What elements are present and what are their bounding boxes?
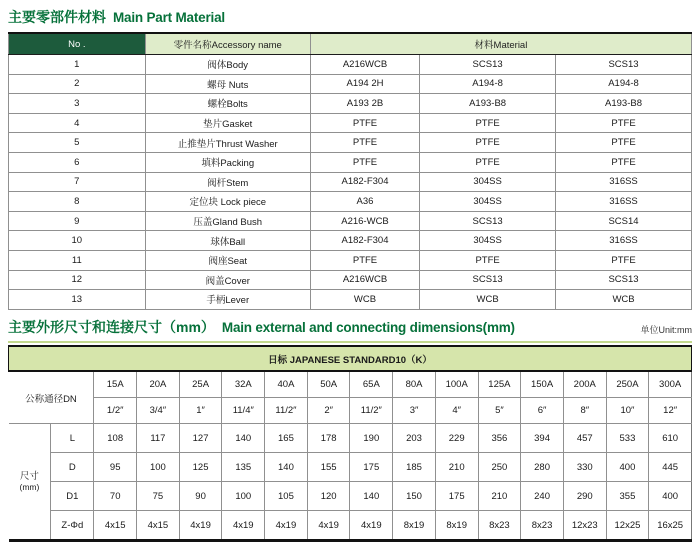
dim-value-cell: 8x23: [521, 511, 564, 541]
part-no-cell: 4: [9, 113, 146, 133]
part-material-cell: SCS13: [556, 270, 692, 290]
part-no-cell: 10: [9, 231, 146, 251]
inch-row: [9, 398, 692, 424]
dim-value-cell: 4x15: [94, 511, 137, 541]
dim-value-cell: 185: [393, 453, 436, 482]
header-material-cell: 材料Material: [310, 33, 691, 55]
header-name-cell: 零件名称Accessory name: [145, 33, 310, 55]
row-label-cell: D: [51, 453, 94, 482]
part-material-cell: PTFE: [420, 113, 556, 133]
part-row: [9, 133, 692, 153]
dim-value-cell: 140: [350, 482, 393, 511]
dim-value-cell: 175: [350, 453, 393, 482]
part-no-cell: 13: [9, 290, 146, 310]
dim-value-cell: 70: [94, 482, 137, 511]
part-row: [9, 74, 692, 94]
part-name-cell: 垫片Gasket: [145, 113, 310, 133]
part-name-cell: 螺栓Bolts: [145, 94, 310, 114]
dim-value-cell: 105: [265, 482, 308, 511]
inch-cell: 4″: [435, 398, 478, 424]
part-name-cell: 阀座Seat: [145, 250, 310, 270]
part-material-cell: SCS13: [420, 211, 556, 231]
dim-value-cell: 12x23: [563, 511, 606, 541]
part-no-cell: 2: [9, 74, 146, 94]
dim-value-cell: 8x19: [393, 511, 436, 541]
inch-cell: 11/4″: [222, 398, 265, 424]
dn-header-cell: 公称通径DN: [9, 371, 94, 424]
part-material-cell: WCB: [420, 290, 556, 310]
size-cell: 125A: [478, 371, 521, 398]
dim-value-cell: 175: [435, 482, 478, 511]
part-material-cell: A194-8: [420, 74, 556, 94]
dim-value-cell: 610: [649, 424, 692, 453]
standard-header-cell: 日标 JAPANESE STANDARD10（K）: [9, 346, 692, 371]
dim-value-cell: 12x25: [606, 511, 649, 541]
part-material-cell: PTFE: [310, 133, 419, 153]
size-unit-label-unit: (mm): [19, 482, 40, 493]
dim-value-cell: 16x25: [649, 511, 692, 541]
inch-cell: 11/2″: [265, 398, 308, 424]
part-material-cell: PTFE: [556, 250, 692, 270]
dim-value-cell: 330: [563, 453, 606, 482]
dim-value-cell: 4x15: [137, 511, 180, 541]
dim-value-cell: 4x19: [265, 511, 308, 541]
inch-cell: 1″: [179, 398, 222, 424]
size-cell: 200A: [563, 371, 606, 398]
row-label-cell: L: [51, 424, 94, 453]
part-material-cell: 304SS: [420, 231, 556, 251]
size-cell: 40A: [265, 371, 308, 398]
section1-title-en: Main Part Material: [113, 10, 225, 25]
parts-table: [8, 32, 692, 310]
part-name-cell: 手柄Lever: [145, 290, 310, 310]
part-material-cell: A194 2H: [310, 74, 419, 94]
part-row: [9, 211, 692, 231]
part-no-cell: 9: [9, 211, 146, 231]
part-row: [9, 250, 692, 270]
part-material-cell: PTFE: [310, 250, 419, 270]
size-cell: 50A: [307, 371, 350, 398]
size-cell: 20A: [137, 371, 180, 398]
part-material-cell: PTFE: [310, 113, 419, 133]
part-material-cell: A216WCB: [310, 55, 419, 75]
inch-cell: 5″: [478, 398, 521, 424]
dim-value-cell: 445: [649, 453, 692, 482]
dim-value-cell: 8x19: [435, 511, 478, 541]
part-no-cell: 1: [9, 55, 146, 75]
part-name-cell: 螺母 Nuts: [145, 74, 310, 94]
unit-label: 单位Unit:mm: [640, 324, 692, 335]
dim-value-cell: 4x19: [222, 511, 265, 541]
part-material-cell: SCS13: [420, 55, 556, 75]
dim-value-cell: 210: [435, 453, 478, 482]
dim-value-cell: 100: [222, 482, 265, 511]
part-name-cell: 定位块 Lock piece: [145, 192, 310, 212]
part-material-cell: 304SS: [420, 192, 556, 212]
size-cell: 25A: [179, 371, 222, 398]
inch-cell: 6″: [521, 398, 564, 424]
dim-value-cell: 229: [435, 424, 478, 453]
section2-title-en: Main external and connecting dimensions(mm): [221, 319, 515, 335]
size-cell: 150A: [521, 371, 564, 398]
part-material-cell: 304SS: [420, 172, 556, 192]
dim-value-cell: 120: [307, 482, 350, 511]
part-material-cell: SCS13: [420, 270, 556, 290]
part-name-cell: 止推垫片Thrust Washer: [145, 133, 310, 153]
part-material-cell: 316SS: [556, 231, 692, 251]
inch-cell: 1/2″: [94, 398, 137, 424]
part-row: [9, 231, 692, 251]
part-no-cell: 12: [9, 270, 146, 290]
part-material-cell: PTFE: [420, 152, 556, 172]
title-underline: [8, 341, 692, 344]
dimension-row: [9, 424, 692, 453]
inch-cell: 12″: [649, 398, 692, 424]
part-no-cell: 11: [9, 250, 146, 270]
part-material-cell: A182-F304: [310, 172, 419, 192]
dim-value-cell: 127: [179, 424, 222, 453]
size-unit-label-zh: 尺寸: [19, 471, 39, 483]
part-material-cell: A182-F304: [310, 231, 419, 251]
dimension-row: [9, 482, 692, 511]
dim-value-cell: 178: [307, 424, 350, 453]
dim-value-cell: 400: [649, 482, 692, 511]
part-name-cell: 填料Packing: [145, 152, 310, 172]
part-material-cell: A194-8: [556, 74, 692, 94]
section1-title: [8, 7, 692, 27]
part-no-cell: 7: [9, 172, 146, 192]
part-row: [9, 172, 692, 192]
part-material-cell: WCB: [556, 290, 692, 310]
size-cell: 250A: [606, 371, 649, 398]
dimension-row: [9, 453, 692, 482]
part-row: [9, 270, 692, 290]
dim-value-cell: 4x19: [350, 511, 393, 541]
dim-value-cell: 155: [307, 453, 350, 482]
dim-value-cell: 394: [521, 424, 564, 453]
dim-value-cell: 95: [94, 453, 137, 482]
dim-value-cell: 210: [478, 482, 521, 511]
row-label-cell: D1: [51, 482, 94, 511]
dim-value-cell: 280: [521, 453, 564, 482]
dim-value-cell: 533: [606, 424, 649, 453]
row-label-cell: Z-Φd: [51, 511, 94, 541]
part-material-cell: SCS13: [556, 55, 692, 75]
dim-value-cell: 165: [265, 424, 308, 453]
size-cell: 100A: [435, 371, 478, 398]
dim-value-cell: 140: [265, 453, 308, 482]
part-material-cell: PTFE: [420, 133, 556, 153]
size-cell: 32A: [222, 371, 265, 398]
part-name-cell: 阀杆Stem: [145, 172, 310, 192]
dim-value-cell: 355: [606, 482, 649, 511]
dim-value-cell: 400: [606, 453, 649, 482]
dim-value-cell: 108: [94, 424, 137, 453]
part-row: [9, 152, 692, 172]
part-material-cell: PTFE: [556, 133, 692, 153]
inch-cell: 11/2″: [350, 398, 393, 424]
size-cell: 80A: [393, 371, 436, 398]
size-unit-label-cell: [9, 424, 51, 541]
part-material-cell: PTFE: [556, 152, 692, 172]
parts-header-row: [9, 33, 692, 55]
dim-value-cell: 4x19: [179, 511, 222, 541]
section1-title-zh: 主要零部件材料: [8, 9, 106, 25]
part-row: [9, 113, 692, 133]
inch-cell: 2″: [307, 398, 350, 424]
size-row: [9, 371, 692, 398]
section2-title-zh: 主要外形尺寸和连接尺寸（mm）: [8, 318, 215, 335]
part-row: [9, 192, 692, 212]
part-material-cell: A216WCB: [310, 270, 419, 290]
dim-value-cell: 140: [222, 424, 265, 453]
dim-value-cell: 190: [350, 424, 393, 453]
dim-value-cell: 240: [521, 482, 564, 511]
part-material-cell: A193-B8: [420, 94, 556, 114]
parts-table-body: [9, 55, 692, 310]
size-cell: 65A: [350, 371, 393, 398]
part-material-cell: A193 2B: [310, 94, 419, 114]
inch-cell: 3″: [393, 398, 436, 424]
part-name-cell: 球体Ball: [145, 231, 310, 251]
part-row: [9, 290, 692, 310]
part-name-cell: 阀体Body: [145, 55, 310, 75]
dim-value-cell: 457: [563, 424, 606, 453]
section2-header: [8, 317, 692, 337]
part-material-cell: A216-WCB: [310, 211, 419, 231]
dim-value-cell: 4x19: [307, 511, 350, 541]
dimensions-table-body: [9, 346, 692, 541]
dim-value-cell: 125: [179, 453, 222, 482]
standard-header-row: [9, 346, 692, 371]
dimensions-table: [8, 345, 692, 542]
part-no-cell: 5: [9, 133, 146, 153]
part-row: [9, 94, 692, 114]
size-cell: 15A: [94, 371, 137, 398]
part-material-cell: 316SS: [556, 192, 692, 212]
part-name-cell: 压盖Gland Bush: [145, 211, 310, 231]
part-material-cell: PTFE: [310, 152, 419, 172]
dim-value-cell: 150: [393, 482, 436, 511]
dim-value-cell: 135: [222, 453, 265, 482]
dim-value-cell: 75: [137, 482, 180, 511]
header-no-cell: No .: [9, 33, 146, 55]
part-material-cell: WCB: [310, 290, 419, 310]
section2-title: [8, 317, 515, 337]
part-no-cell: 6: [9, 152, 146, 172]
dim-value-cell: 250: [478, 453, 521, 482]
part-row: [9, 55, 692, 75]
dim-value-cell: 203: [393, 424, 436, 453]
inch-cell: 10″: [606, 398, 649, 424]
part-material-cell: A36: [310, 192, 419, 212]
part-material-cell: 316SS: [556, 172, 692, 192]
inch-cell: 8″: [563, 398, 606, 424]
dim-value-cell: 356: [478, 424, 521, 453]
inch-cell: 3/4″: [137, 398, 180, 424]
size-cell: 300A: [649, 371, 692, 398]
part-material-cell: A193-B8: [556, 94, 692, 114]
part-no-cell: 8: [9, 192, 146, 212]
dim-value-cell: 90: [179, 482, 222, 511]
dim-value-cell: 100: [137, 453, 180, 482]
part-material-cell: SCS14: [556, 211, 692, 231]
dim-value-cell: 117: [137, 424, 180, 453]
dim-value-cell: 290: [563, 482, 606, 511]
dimension-row: [9, 511, 692, 541]
dim-value-cell: 8x23: [478, 511, 521, 541]
part-material-cell: PTFE: [420, 250, 556, 270]
part-material-cell: PTFE: [556, 113, 692, 133]
part-no-cell: 3: [9, 94, 146, 114]
part-name-cell: 阀盖Cover: [145, 270, 310, 290]
